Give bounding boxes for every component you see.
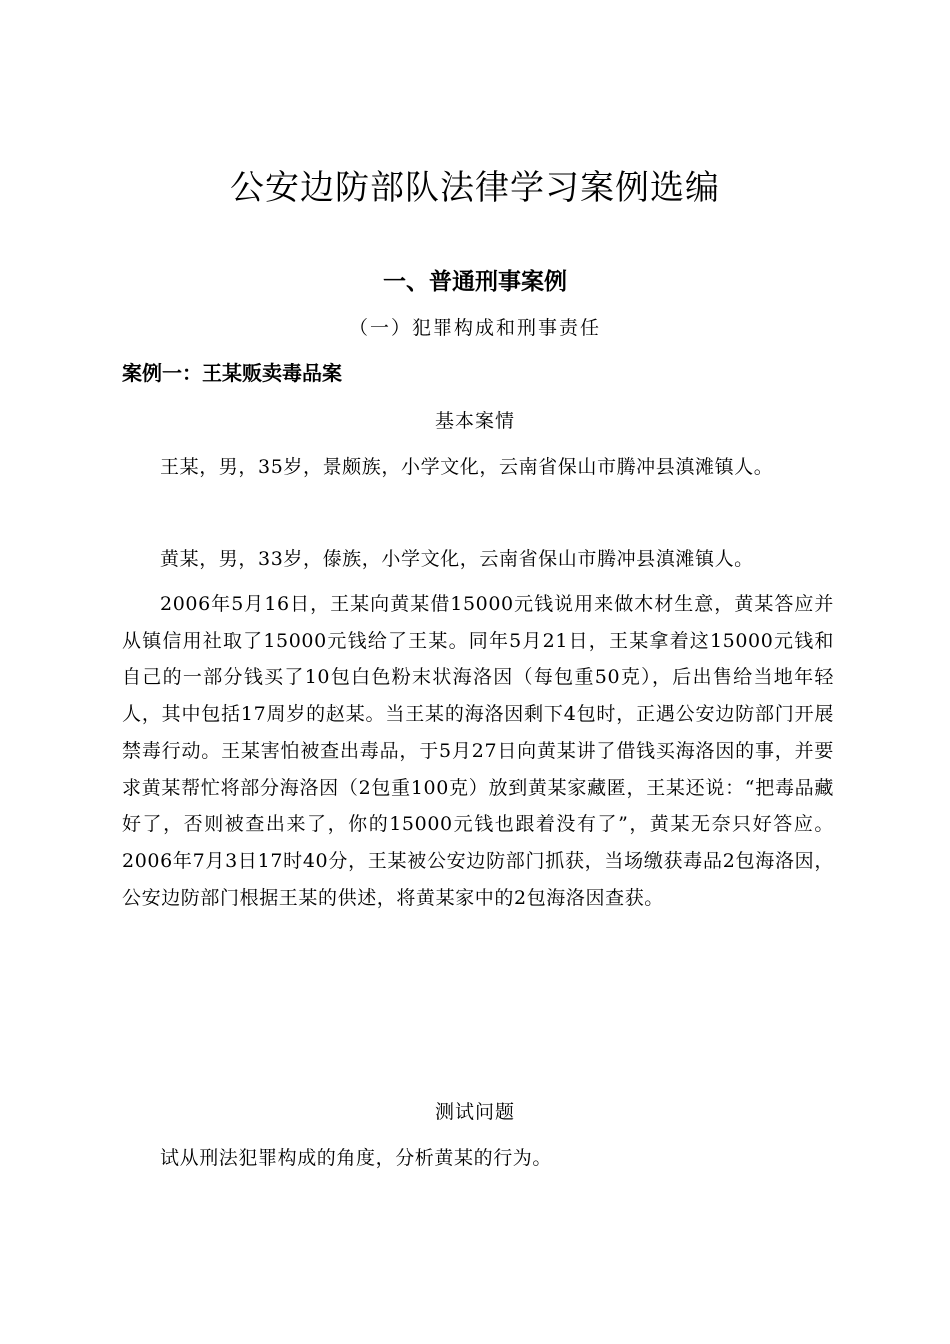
paragraph-huang: 黄某，男，33岁，傣族，小学文化，云南省保山市腾冲县滇滩镇人。: [160, 548, 754, 570]
paragraph-wang: 王某，男，35岁，景颇族，小学文化，云南省保山市腾冲县滇滩镇人。: [160, 456, 774, 478]
facts-label: 基本案情: [434, 410, 515, 432]
document-title: 公安边防部队法律学习案例选编: [230, 168, 720, 208]
subsection-heading: （一）犯罪构成和刑事责任: [348, 317, 601, 339]
question-label: 测试问题: [434, 1101, 515, 1123]
paragraph-case-facts: 2006年5月16日，王某向黄某借15000元钱说用来做木材生意，黄某答应并从镇信用社取了15000元钱给了王某。同年5月21日，王某拿着这15000元钱和自己的一部分钱买了10包白色粉末状海洛因（每包重50克），后出售给当地年轻人，其中包括17周岁的赵某。当王某的海洛因剩下4包时，正遇公安边防部门开展禁毒行动。王某害怕被查出毒品，于5月27日向黄某讲了借钱买海洛因的事，并要求黄某帮忙将部分海洛因（2包重100克）放到黄某家藏匿，王某还说：“把毒品藏好了，否则被查出来了，你的15000元钱也跟着没有了”，黄某无奈只好答应。2006年7月3日17时40分，王某被公安边防部门抓获，当场缴获毒品2包海洛因，公安边防部门根据王某的供述，将黄某家中的2包海洛因查获。: [122, 593, 834, 909]
case-title: 案例一：王某贩卖毒品案: [122, 361, 342, 385]
question-text: 试从刑法犯罪构成的角度，分析黄某的行为。: [160, 1147, 553, 1169]
section-heading: 一、普通刑事案例: [383, 269, 567, 295]
